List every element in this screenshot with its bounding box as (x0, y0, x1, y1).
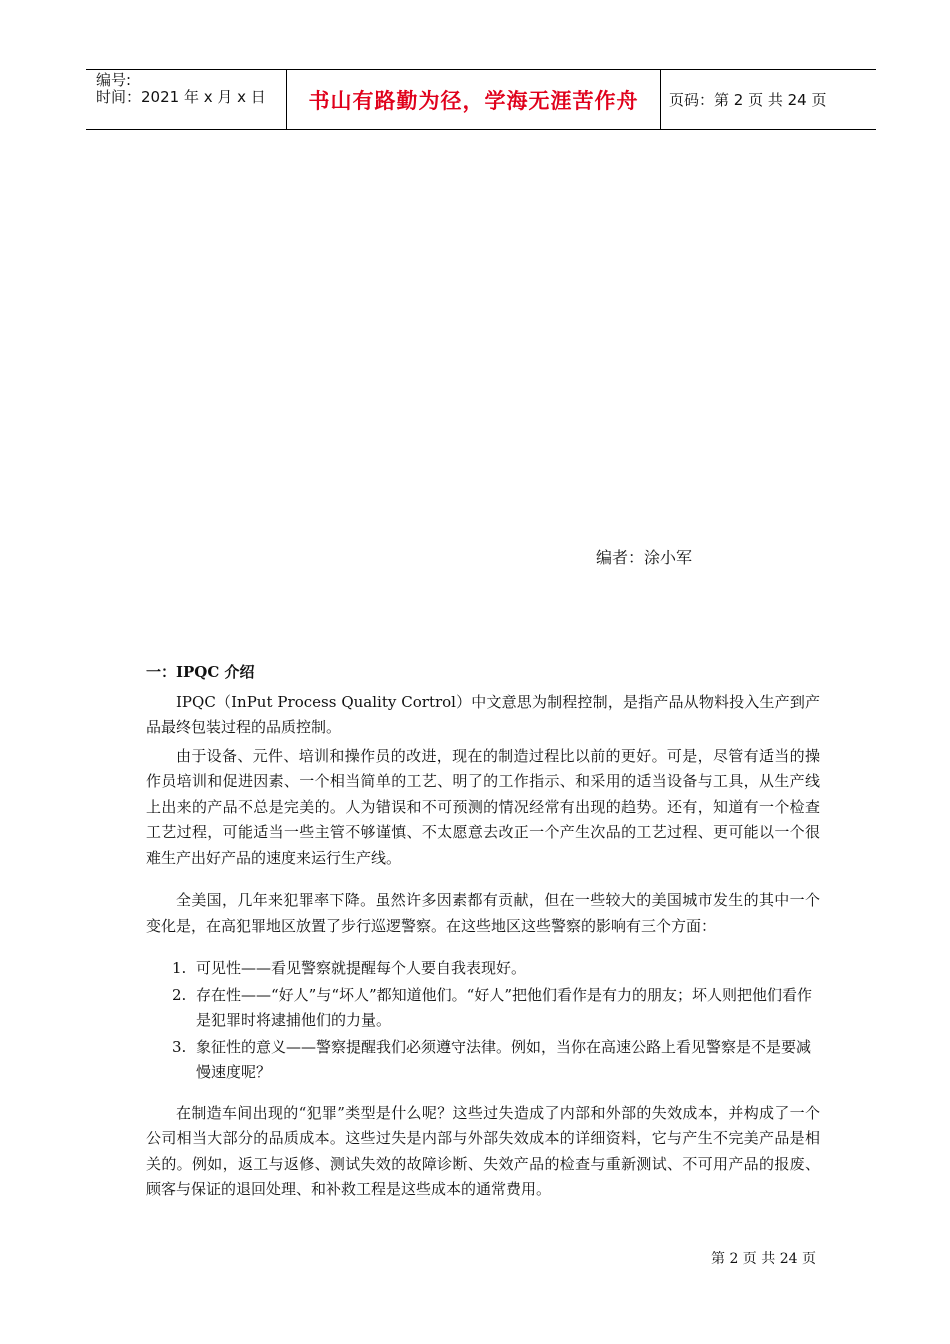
list-item (146, 983, 820, 1034)
list-item-number: 3. (172, 1037, 187, 1056)
numbered-list (146, 956, 820, 1086)
paragraph: IPQC（InPut Process Quality Cortrol）中文意思为制程控制，是指产品从物料投入生产到产品最终包装过程的品质控制。 (146, 692, 820, 736)
section-heading: 一：IPQC 介绍 (146, 663, 255, 681)
footer-page-number: 第 2 页 共 24 页 (711, 1251, 816, 1267)
document-time-label: 时间：2021 年 x 月 x 日 (96, 88, 266, 106)
closing-paragraph: 在制造车间出现的“犯罪”类型是什么呢？这些过失造成了内部和外部的失效成本，并构成了一个公司相当大部分的品质成本。这些过失是内部与外部失效成本的详细资料，它与产生不完美产品是相关的。例如，返工与返修、测试失效的故障诊断、失效产品的检查与重新测试、不可用产品的报废、顾客与保证的退回处理、和补救工程是这些成本的通常费用。 (146, 1103, 820, 1198)
header-info-cell (86, 70, 287, 129)
paragraph: 全美国，几年来犯罪率下降。虽然许多因素都有贡献，但在一些较大的美国城市发生的其中一个变化是，在高犯罪地区放置了步行巡逻警察。在这些地区这些警察的影响有三个方面： (146, 891, 820, 935)
header-motto: 书山有路勤为径，学海无涯苦作舟 (287, 70, 661, 129)
list-item-number: 2. (172, 985, 187, 1004)
list-item-text: 可见性——看见警察就提醒每个人要自我表现好。 (196, 959, 527, 977)
list-item-number: 1. (172, 959, 187, 977)
document-number-label: 编号: (96, 71, 132, 89)
list-item (146, 956, 820, 982)
header-page-number: 页码：第 2 页 共 24 页 (669, 91, 827, 109)
list-item-text: 象征性的意义——警察提醒我们必须遵守法律。例如，当你在高速公路上看见警察是不是要减慢速度呢？ (196, 1037, 812, 1081)
paragraph: 由于设备、元件、培训和操作员的改进，现在的制造过程比以前的更好。可是，尽管有适当的操作员培训和促进因素、一个相当简单的工艺、明了的工作指示、和采用的适当设备与工具，从生产线上出来的产品不总是完美的。人为错误和不可预测的情况经常有出现的趋势。还有，知道有一个检查工艺过程，可能适当一些主管不够谨慎、不太愿意去改正一个产生次品的工艺过程、更可能以一个很难生产出好产品的速度来运行生产线。 (146, 746, 820, 867)
list-item-text: 存在性——“好人”与“坏人”都知道他们。“好人”把他们看作是有力的朋友；坏人则把他们看作是犯罪时将逮捕他们的力量。 (196, 985, 813, 1029)
document-body (146, 660, 820, 1206)
editor-credit: 编者：涂小军 (596, 548, 693, 567)
header-table (86, 69, 876, 130)
list-item (146, 1035, 820, 1086)
